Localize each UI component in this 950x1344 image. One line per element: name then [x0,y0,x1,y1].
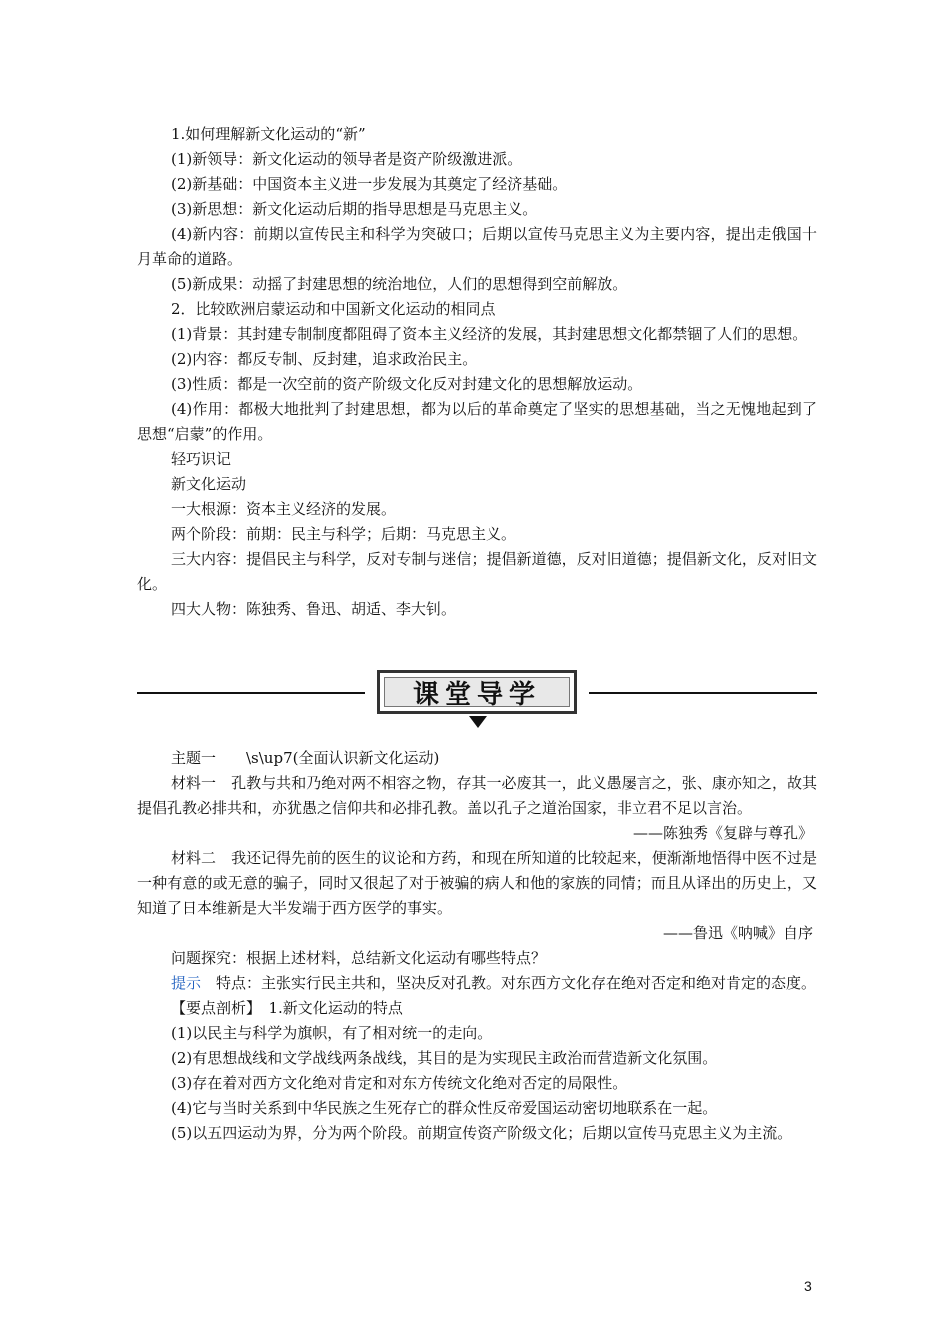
paragraph: (2)新基础：中国资本主义进一步发展为其奠定了经济基础。 [171,175,568,193]
banner-rule-left [137,692,365,694]
memory-tip-heading: 轻巧识记 [171,450,232,468]
analysis-point: (3)存在着对西方文化绝对肯定和对东方传统文化绝对否定的局限性。 [171,1074,628,1092]
section-new-culture-summary [137,122,817,622]
paragraph: (4)作用：都极大地批判了封建思想，都为以后的革命奠定了坚实的思想基础，当之无愧地起到了思想“启蒙”的作用。 [137,400,817,443]
hint-text: 特点：主张实行民主共和，坚决反对孔教。对东西方文化存在绝对否定和绝对肯定的态度。 [201,974,817,992]
analysis-heading: 【要点剖析】 1.新文化运动的特点 [171,999,403,1017]
banner-box [377,670,577,714]
paragraph: (1)新领导：新文化运动的领导者是资产阶级激进派。 [171,150,523,168]
section-banner [137,668,817,736]
paragraph: (3)性质：都是一次空前的资产阶级文化反对封建文化的思想解放运动。 [171,375,643,393]
memory-tip-subject: 新文化运动 [171,475,247,493]
analysis-point: (1)以民主与科学为旗帜，有了相对统一的走向。 [171,1024,493,1042]
analysis-point: (5)以五四运动为界，分为两个阶段。前期宣传资产阶级文化；后期以宣传马克思主义为主流。 [171,1124,793,1142]
banner-title: 课堂导学 [412,679,541,710]
paragraph: (5)新成果：动摇了封建思想的统治地位，人们的思想得到空前解放。 [171,275,628,293]
paragraph: (2)内容：都反专制、反封建，追求政治民主。 [171,350,478,368]
question: 问题探究：根据上述材料，总结新文化运动有哪些特点？ [171,949,547,967]
section-classroom-guide [137,746,817,1146]
memory-tip-item: 四大人物：陈独秀、鲁迅、胡适、李大钊。 [171,600,457,618]
analysis-point: (2)有思想战线和文学战线两条战线，其目的是为实现民主政治而营造新文化氛围。 [171,1049,718,1067]
source-two: ——鲁迅《呐喊》自序 [662,924,813,942]
memory-tip-item: 三大内容：提倡民主与科学，反对专制与迷信；提倡新道德，反对旧道德；提倡新文化，反对旧文化。 [137,550,817,593]
banner-rule-right [589,692,817,694]
topic-heading: 主题一 \s\up7(全面认识新文化运动) [171,749,440,767]
heading-new: 1.如何理解新文化运动的“新” [171,125,366,143]
paragraph: (4)新内容：前期以宣传民主和科学为突破口；后期以宣传马克思主义为主要内容，提出走俄国十月革命的道路。 [137,225,817,268]
paragraph: (1)背景：其封建专制制度都阻碍了资本主义经济的发展，其封建思想文化都禁锢了人们的思想。 [171,325,808,343]
hint-label: 提示 [171,974,202,992]
heading-compare: 2．比较欧洲启蒙运动和中国新文化运动的相同点 [171,300,496,318]
hint-paragraph [137,971,817,996]
material-one: 材料一 孔教与共和乃绝对两不相容之物，存其一必废其一，此义愚屡言之，张、康亦知之，故其提倡孔教必排共和，亦犹愚之信仰共和必排孔教。盖以孔子之道治国家，非立君不足以言治。 [137,774,817,817]
source-one: ——陈独秀《复辟与尊孔》 [632,824,813,842]
material-two: 材料二 我还记得先前的医生的议论和方药，和现在所知道的比较起来，便渐渐地悟得中医不过是一种有意的或无意的骗子，同时又很起了对于被骗的病人和他的家族的同情；而且从译出的历史上，又知道了日本维新是大半发端于西方医学的事实。 [137,849,817,917]
banner-pointer-icon [469,716,487,728]
analysis-point: (4)它与当时关系到中华民族之生死存亡的群众性反帝爱国运动密切地联系在一起。 [171,1099,718,1117]
paragraph: (3)新思想：新文化运动后期的指导思想是马克思主义。 [171,200,538,218]
page-number: 3 [804,1278,812,1294]
memory-tip-item: 两个阶段：前期：民主与科学；后期：马克思主义。 [171,525,517,543]
memory-tip-item: 一大根源：资本主义经济的发展。 [171,500,397,518]
